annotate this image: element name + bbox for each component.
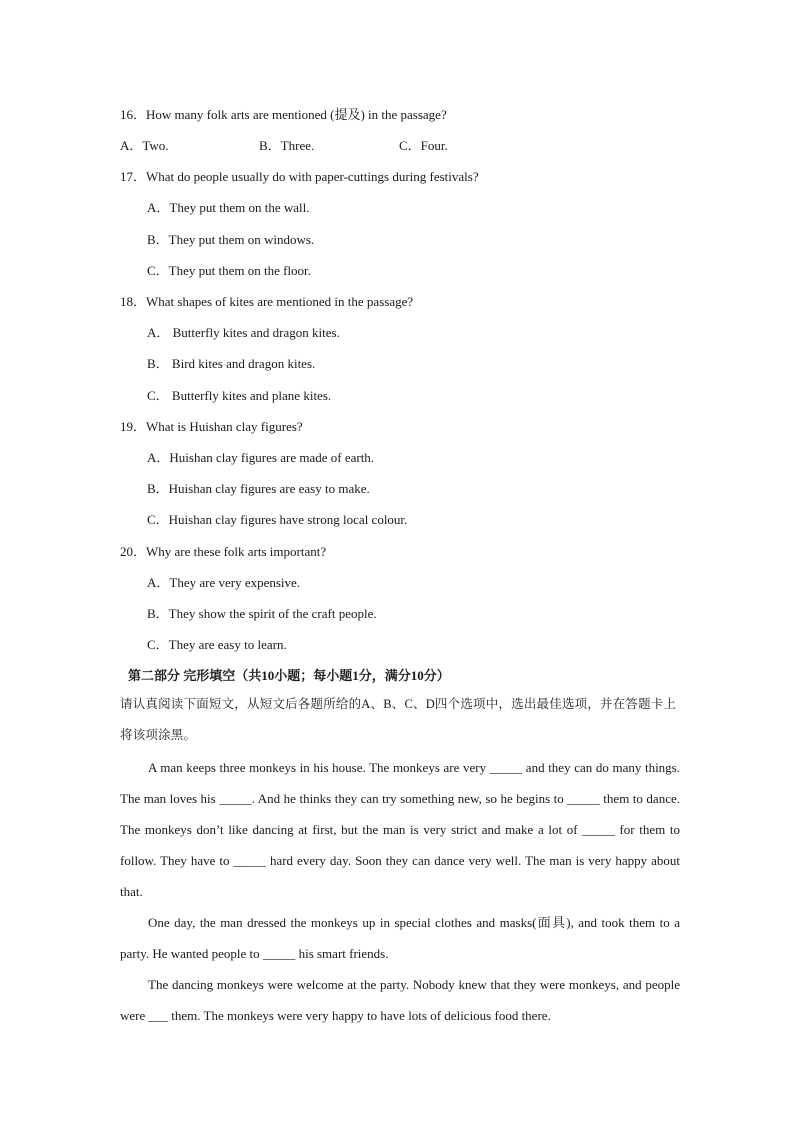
- question-16-option-a: A．Two.: [120, 138, 169, 153]
- question-17-option-b: B．They put them on windows.: [147, 232, 315, 247]
- question-16-option-b: B．Three.: [259, 138, 315, 153]
- question-18-option-b: B． Bird kites and dragon kites.: [147, 356, 316, 371]
- question-18-option-c: C． Butterfly kites and plane kites.: [147, 388, 332, 403]
- question-18-option-a: A． Butterfly kites and dragon kites.: [147, 325, 340, 340]
- cloze-paragraph: A man keeps three monkeys in his house. The monkeys are very _____ and they can do many things. The man loves his _____. And he thinks they can try something new, so he begins to _____ them to dance. The monkeys don’t like dancing at first, but the man is very strict and make a lot of _____ for them to follow. They have to _____ hard every day. Soon they can dance very well. The man is very happy about that.: [120, 760, 680, 899]
- question-19-option-c: C．Huishan clay figures have strong local colour.: [147, 512, 408, 527]
- question-20-option-c: C．They are easy to learn.: [147, 637, 287, 652]
- question-17-option-c: C．They put them on the floor.: [147, 263, 311, 278]
- question-16-option-c: C．Four.: [399, 138, 448, 153]
- question-20-option-a: A．They are very expensive.: [147, 575, 301, 590]
- question-16-stem: 16．How many folk arts are mentioned (提及) in the passage?: [120, 107, 447, 122]
- question-20-stem: 20．Why are these folk arts important?: [120, 544, 327, 559]
- cloze-paragraph: The dancing monkeys were welcome at the party. Nobody knew that they were monkeys, and people were ___ them. The monkeys were very happy to have lots of delicious food there.: [120, 977, 680, 1023]
- question-17-option-a: A．They put them on the wall.: [147, 200, 310, 215]
- question-17-stem: 17．What do people usually do with paper-cuttings during festivals?: [120, 169, 479, 184]
- section-2-title: 第二部分 完形填空（共10小题；每小题1分，满分10分）: [128, 668, 450, 683]
- section-2-instruction: 请认真阅读下面短文，从短文后各题所给的A、B、C、D四个选项中，选出最佳选项，并在答题卡上将该项涂黑。: [120, 697, 677, 742]
- question-18-stem: 18．What shapes of kites are mentioned in the passage?: [120, 294, 414, 309]
- question-19-option-b: B．Huishan clay figures are easy to make.: [147, 481, 370, 496]
- question-16-options: [120, 135, 448, 154]
- question-19-stem: 19．What is Huishan clay figures?: [120, 419, 303, 434]
- question-20-option-b: B．They show the spirit of the craft people.: [147, 606, 377, 621]
- cloze-paragraph: One day, the man dressed the monkeys up in special clothes and masks(面具), and took them to a party. He wanted people to _____ his smart friends.: [120, 915, 680, 961]
- cloze-passage: [120, 752, 680, 1031]
- question-19-option-a: A．Huishan clay figures are made of earth.: [147, 450, 375, 465]
